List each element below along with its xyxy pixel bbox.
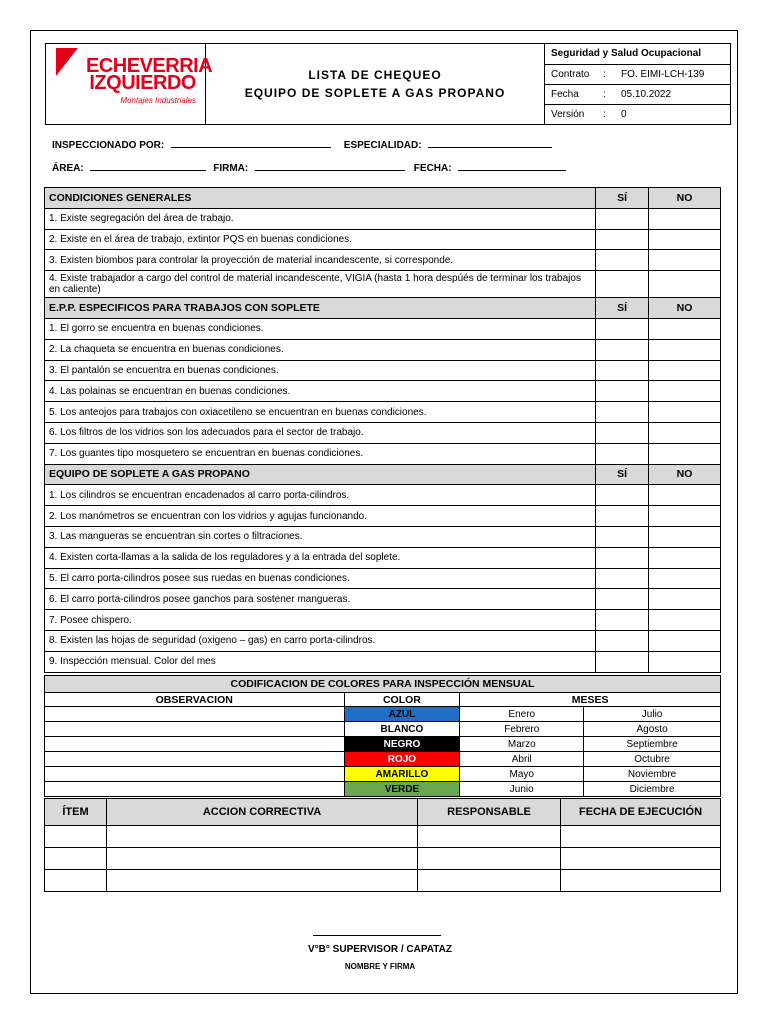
yes-cell[interactable] [596,443,649,464]
firma-field[interactable] [255,162,405,171]
checklist-item: 2. Existe en el área de trabajo, extintor PQS en buenas condiciones. [45,229,596,250]
responsable-cell[interactable] [418,870,561,892]
no-cell[interactable] [649,506,721,527]
no-cell[interactable] [649,443,721,464]
yes-header: SÍ [596,298,649,319]
meta-row [545,64,730,84]
month-cell: Abril [460,752,584,767]
checklist-item: 9. Inspección mensual. Color del mes [45,651,596,672]
checklist-item: 8. Existen las hojas de seguridad (oxigeno – gas) en carro porta-cilindros. [45,630,596,651]
meta-heading: Seguridad y Salud Ocupacional [545,44,730,64]
yes-cell[interactable] [596,589,649,610]
fecha-cell[interactable] [561,870,721,892]
yes-cell[interactable] [596,271,649,298]
coding-header-row [45,693,721,707]
accion-cell[interactable] [107,870,418,892]
color-coding-table [44,675,721,797]
checklist-table [44,187,721,673]
accion-header: ACCION CORRECTIVA [107,799,418,826]
no-header: NO [649,298,721,319]
item-cell[interactable] [45,826,107,848]
checklist-item: 2. Los manómetros se encuentran con los vidrios y agujas funcionando. [45,506,596,527]
section-header [45,298,721,319]
no-cell[interactable] [649,318,721,339]
section-title: CONDICIONES GENERALES [45,188,596,209]
checklist-item: 1. Los cilindros se encuentran encadenados al carro porta-cilindros. [45,485,596,506]
yes-cell[interactable] [596,208,649,229]
firma-label: FIRMA: [213,163,249,174]
checklist-item: 1. El gorro se encuentra en buenas condiciones. [45,318,596,339]
meta-value: FO. EIMI-LCH-139 [615,64,730,84]
month-cell: Agosto [584,722,721,737]
yes-cell[interactable] [596,339,649,360]
color-header: COLOR [344,693,460,707]
action-row [45,848,721,870]
checklist-row [45,339,721,360]
signature-subtitle: NOMBRE Y FIRMA [344,962,416,971]
document-header [45,43,731,123]
checklist-item: 7. Los guantes tipo mosquetero se encuentran en buenas condiciones. [45,443,596,464]
accion-cell[interactable] [107,848,418,870]
no-cell[interactable] [649,422,721,443]
logo-subtitle: Montajes Industriales [120,96,196,105]
yes-cell[interactable] [596,422,649,443]
coding-title: CODIFICACION DE COLORES PARA INSPECCIÓN MENSUAL [45,676,721,693]
accion-cell[interactable] [107,826,418,848]
inspeccionado-label: INSPECCIONADO POR: [52,140,165,151]
responsable-header: RESPONSABLE [418,799,561,826]
section-header [45,188,721,209]
coding-row [45,707,721,722]
yes-cell[interactable] [596,485,649,506]
checklist-row [45,651,721,672]
observacion-cell[interactable] [45,737,345,752]
color-swatch: NEGRO [344,737,460,752]
meta-row [545,104,730,124]
meta-value: 05.10.2022 [615,84,730,104]
yes-cell[interactable] [596,402,649,423]
no-cell[interactable] [649,208,721,229]
observacion-cell[interactable] [45,722,345,737]
month-cell: Febrero [460,722,584,737]
checklist-item: 7. Posee chispero. [45,610,596,631]
no-cell[interactable] [649,485,721,506]
no-cell[interactable] [649,547,721,568]
meta-sep: : [597,84,615,104]
fields-row-1 [52,139,552,151]
observacion-cell[interactable] [45,752,345,767]
meta-label: Versión [551,108,585,120]
fields-row-2 [52,162,566,174]
checklist-item: 2. La chaqueta se encuentra en buenas condiciones. [45,339,596,360]
meta-sep: : [597,64,615,84]
coding-title-row [45,676,721,693]
checklist-row [45,506,721,527]
section-title: E.P.P. ESPECIFICOS PARA TRABAJOS CON SOPLETE [45,298,596,319]
responsable-cell[interactable] [418,826,561,848]
item-header: ÍTEM [45,799,107,826]
yes-header: SÍ [596,188,649,209]
fecha-cell[interactable] [561,826,721,848]
fecha-ejecucion-header: FECHA DE EJECUCIÓN [561,799,721,826]
checklist-row [45,318,721,339]
no-header: NO [649,464,721,485]
no-header: NO [649,188,721,209]
checklist-row [45,250,721,271]
checklist-item: 4. Existe trabajador a cargo del control de material incandescente, VIGIA (hasta 1 hora despúés de terminar los trabajos en caliente) [45,271,596,298]
checklist-row [45,271,721,298]
color-swatch: AMARILLO [344,767,460,782]
checklist-item: 5. El carro porta-cilindros posee sus ruedas en buenas condiciones. [45,568,596,589]
yes-cell[interactable] [596,547,649,568]
coding-row [45,722,721,737]
no-cell[interactable] [649,630,721,651]
checklist-item: 4. Existen corta-llamas a la salida de los reguladores y a la entrada del soplete. [45,547,596,568]
document-title [206,44,545,125]
title-line-1: LISTA DE CHEQUEO [308,68,442,82]
color-swatch: BLANCO [344,722,460,737]
month-cell: Junio [460,782,584,797]
no-cell[interactable] [649,651,721,672]
no-cell[interactable] [649,271,721,298]
no-cell[interactable] [649,250,721,271]
month-cell: Diciembre [584,782,721,797]
title-line-2: EQUIPO DE SOPLETE A GAS PROPANO [244,86,506,100]
checklist-item: 4. Las polainas se encuentran en buenas condiciones. [45,381,596,402]
item-cell[interactable] [45,870,107,892]
logo-triangle-icon [56,48,78,76]
area-field[interactable] [90,162,206,171]
coding-row [45,752,721,767]
yes-cell[interactable] [596,630,649,651]
coding-row [45,782,721,797]
checklist-row [45,610,721,631]
meta-sep: : [603,108,606,120]
checklist-row [45,360,721,381]
observacion-cell[interactable] [45,767,345,782]
color-swatch: AZUL [344,707,460,722]
checklist-item: 6. El carro porta-cilindros posee ganchos para sostener mangueras. [45,589,596,610]
no-cell[interactable] [649,339,721,360]
signature-title: V°B° SUPERVISOR / CAPATAZ [308,944,452,955]
no-cell[interactable] [649,381,721,402]
color-swatch: ROJO [344,752,460,767]
month-cell: Noviembre [584,767,721,782]
month-cell: Octubre [584,752,721,767]
action-row [45,870,721,892]
signature-line[interactable] [313,935,441,936]
checklist-row [45,229,721,250]
especialidad-label: ESPECIALIDAD: [343,140,422,151]
month-cell: Marzo [460,737,584,752]
observacion-header: OBSERVACION [45,693,345,707]
checklist-row [45,485,721,506]
coding-row [45,737,721,752]
no-cell[interactable] [649,610,721,631]
checklist-row [45,422,721,443]
checklist-row [45,568,721,589]
corrective-action-table [44,798,721,892]
checklist-item: 5. Los anteojos para trabajos con oxiacetileno se encuentran en buenas condiciones. [45,402,596,423]
yes-cell[interactable] [596,610,649,631]
fecha-label: FECHA: [413,163,452,174]
company-logo [46,44,213,125]
observacion-cell[interactable] [45,707,345,722]
yes-cell[interactable] [596,651,649,672]
month-cell: Julio [584,707,721,722]
no-cell[interactable] [649,589,721,610]
checklist-item: 1. Existe segregación del área de trabajo. [45,208,596,229]
checklist-row [45,208,721,229]
section-title: EQUIPO DE SOPLETE A GAS PROPANO [45,464,596,485]
checklist-item: 3. Existen biombos para controlar la proyección de material incandescente, si corresponde. [45,250,596,271]
action-header-row [45,799,721,826]
no-cell[interactable] [649,402,721,423]
section-header [45,464,721,485]
logo-text [86,55,213,94]
yes-cell[interactable] [596,381,649,402]
yes-header: SÍ [596,464,649,485]
month-cell: Mayo [460,767,584,782]
no-cell[interactable] [649,568,721,589]
no-cell[interactable] [649,360,721,381]
yes-cell[interactable] [596,526,649,547]
especialidad-field[interactable] [428,139,552,148]
checklist-item: 6. Los filtros de los vidrios son los adecuados para el sector de trabajo. [45,422,596,443]
checklist-row [45,630,721,651]
no-cell[interactable] [649,526,721,547]
checklist-row [45,402,721,423]
document-meta [545,44,731,125]
yes-cell[interactable] [596,229,649,250]
checklist-row [45,589,721,610]
yes-cell[interactable] [596,568,649,589]
responsable-cell[interactable] [418,848,561,870]
checklist-row [45,547,721,568]
checklist-row [45,443,721,464]
color-swatch: VERDE [344,782,460,797]
checklist-row [45,526,721,547]
fecha-field[interactable] [458,162,566,171]
checklist-item: 3. Las mangueras se encuentran sin cortes o filtraciones. [45,526,596,547]
meta-row [545,84,730,104]
observacion-cell[interactable] [45,782,345,797]
no-cell[interactable] [649,229,721,250]
month-cell: Septiembre [584,737,721,752]
logo-line-2: IZQUIERDO [89,72,196,94]
meta-value: 0 [621,108,627,120]
month-cell: Enero [460,707,584,722]
item-cell[interactable] [45,848,107,870]
coding-row [45,767,721,782]
yes-cell[interactable] [596,250,649,271]
yes-cell[interactable] [596,318,649,339]
checklist-item: 3. El pantalón se encuentra en buenas condiciones. [45,360,596,381]
fecha-cell[interactable] [561,848,721,870]
meses-header: MESES [460,693,721,707]
inspeccionado-field[interactable] [171,139,331,148]
meta-label: Fecha [545,84,597,104]
area-label: ÁREA: [52,163,84,174]
checklist-row [45,381,721,402]
yes-cell[interactable] [596,360,649,381]
meta-label: Contrato [545,64,597,84]
yes-cell[interactable] [596,506,649,527]
action-row [45,826,721,848]
logo-line-1: ECHEVERRIA [86,55,213,77]
